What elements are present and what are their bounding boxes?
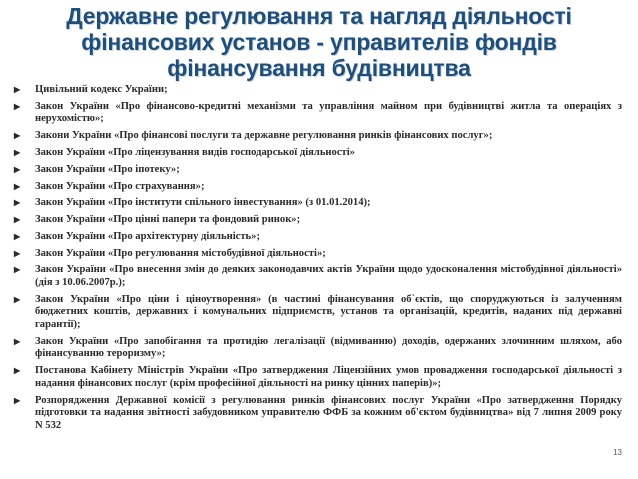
list-item xyxy=(14,181,622,194)
list-item xyxy=(14,264,622,289)
list-item xyxy=(14,248,622,261)
list-item xyxy=(14,197,622,210)
list-item xyxy=(14,336,622,361)
list-item-text: Закони України «Про фінансові послуги та державне регулювання ринків фінансових послуг»; xyxy=(35,130,493,142)
list-item-text: Цивільний кодекс України; xyxy=(35,84,168,95)
triangle-right-icon: ▶ xyxy=(14,164,21,174)
list-item xyxy=(14,214,622,227)
triangle-right-icon: ▶ xyxy=(14,395,21,405)
list-item-text: Закон України «Про іпотеку»; xyxy=(35,163,180,175)
list-item xyxy=(14,231,622,244)
triangle-right-icon: ▶ xyxy=(14,265,21,275)
list-item-text: Закон України «Про цінні папери та фондовий ринок»; xyxy=(35,214,301,226)
page-number: 13 xyxy=(613,448,622,457)
list-item xyxy=(14,294,622,332)
title-line: фінансування будівництва xyxy=(167,55,471,81)
list-item-text: Закон України «Про ліцензування видів господарської діяльності» xyxy=(35,146,355,158)
triangle-right-icon: ▶ xyxy=(14,231,21,241)
list-item xyxy=(14,101,622,126)
triangle-right-icon: ▶ xyxy=(14,147,21,157)
list-item xyxy=(14,365,622,390)
list-item xyxy=(14,164,622,177)
list-item xyxy=(14,147,622,160)
list-item-text: Закон України «Про інститути спільного інвестування» (з 01.01.2014); xyxy=(35,197,371,209)
triangle-right-icon: ▶ xyxy=(14,181,21,191)
list-item-text: Розпорядження Державної комісії з регулювання ринків фінансових послуг України «Про затвердження Порядку підготовки та надання звітності забудовником управителю ФФБ за кожним об'єктом будівництва» від 7 липня 2009 року N 532 xyxy=(35,394,622,431)
triangle-right-icon: ▶ xyxy=(14,248,21,258)
triangle-right-icon: ▶ xyxy=(14,198,21,208)
title-line: фінансових установ - управителів фондів xyxy=(81,29,557,55)
list-item-text: Закон України «Про запобігання та протидію легалізації (відмиванню) доходів, одержаних злочинним шляхом, або фінансуванню тероризму»; xyxy=(35,335,622,360)
title-line: Державне регулювання та нагляд діяльності xyxy=(66,3,572,29)
legislation-list xyxy=(14,84,622,436)
triangle-right-icon: ▶ xyxy=(14,294,21,304)
triangle-right-icon: ▶ xyxy=(14,131,21,141)
slide-title xyxy=(10,3,628,81)
list-item-text: Закон України «Про внесення змін до деяких законодавчих актів України щодо удосконалення містобудівної діяльності» (дія з 10.06.2007р.); xyxy=(35,264,622,288)
list-item xyxy=(14,395,622,433)
triangle-right-icon: ▶ xyxy=(14,215,21,225)
triangle-right-icon: ▶ xyxy=(14,366,21,376)
list-item-text: Постанова Кабінету Міністрів України «Про затвердження Ліцензійних умов провадження господарської діяльності з надання фінансових послуг (крім професійної діяльності на ринку цінних паперів)»; xyxy=(35,365,622,389)
list-item xyxy=(14,84,622,97)
triangle-right-icon: ▶ xyxy=(14,336,21,346)
list-item-text: Закон України «Про страхування»; xyxy=(35,180,205,192)
triangle-right-icon: ▶ xyxy=(14,101,21,111)
list-item-text: Закон України «Про регулювання містобудівної діяльності»; xyxy=(35,247,326,259)
list-item-text: Закон України «Про фінансово-кредитні механізми та управління майном при будівництві житла та операціях з нерухомістю»; xyxy=(35,100,622,125)
list-item-text: Закон України «Про ціни і ціноутворення» (в частині фінансування об`єктів, що споруджуються із залученням бюджетних коштів, державних і комунальних підприємств, установ та організацій, кредитів, наданих під державні гарантії); xyxy=(35,293,622,330)
triangle-right-icon: ▶ xyxy=(14,85,21,94)
list-item xyxy=(14,130,622,143)
list-item-text: Закон України «Про архітектурну діяльність»; xyxy=(35,230,260,242)
